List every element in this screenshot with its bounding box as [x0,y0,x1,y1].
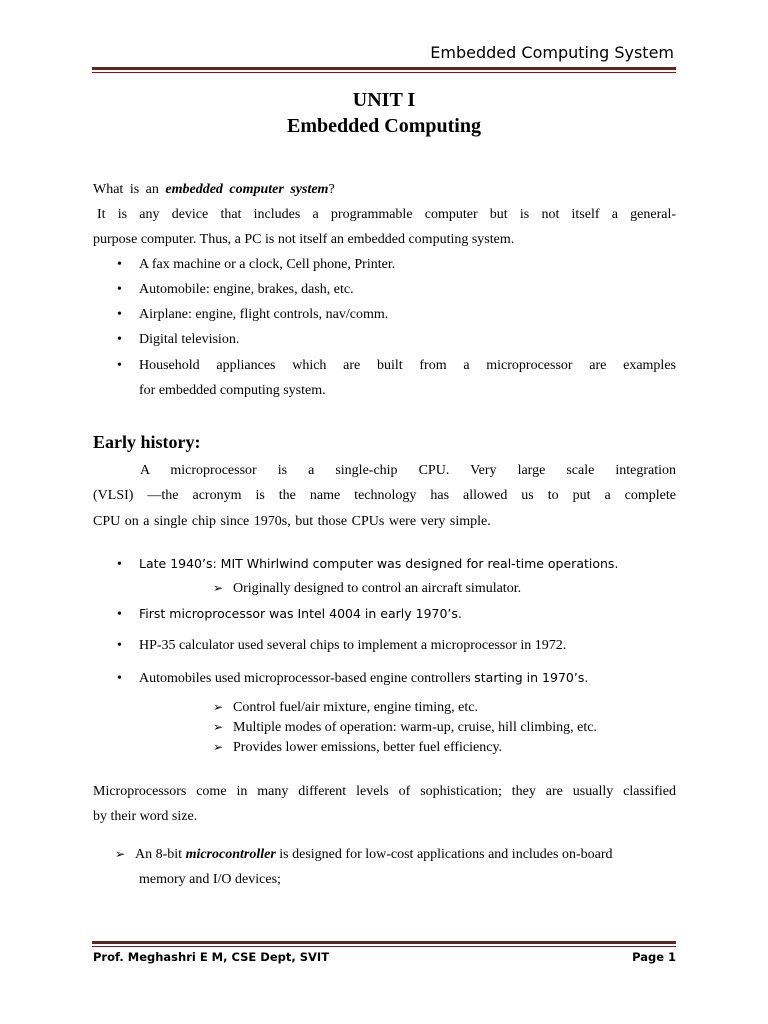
history-bullet-1: • Late 1940’s: MIT Whirlwind computer was designed for real-time operations. [117,556,619,572]
history-para-line-2: (VLSI) —the acronym is the name technology has allowed us to put a complete [93,488,676,503]
intro-bullet-3: • Airplane: engine, flight controls, nav/comm. [117,307,389,322]
history-bullet-2: • First microprocessor was Intel 4004 in early 1970’s. [117,606,462,622]
history-bullet-3: • HP-35 calculator used several chips to implement a microprocessor in 1972. [117,638,567,653]
history-para-line-3: CPU on a single chip since 1970s, but those CPUs were very simple. [93,514,491,529]
microcontroller-bullet: ➢ An 8-bit microcontroller is designed for low-cost applications and includes on-board [115,842,676,867]
arrow-icon: ➢ [213,740,224,754]
header-rule [92,67,676,73]
intro-bullet-5-marker: • [117,358,122,373]
history-para-line-1: A microprocessor is a single-chip CPU. Very large scale integration [140,463,676,478]
unit-title-block [0,87,768,139]
intro-question: What is an embedded computer system? [93,182,335,197]
microcontroller-emphasis: microcontroller [185,847,276,862]
unit-number: UNIT I [352,89,416,111]
history-bullet-4-sub-1: ➢ Control fuel/air mixture, engine timing, etc. [213,697,478,718]
arrow-icon: ➢ [213,700,224,714]
levels-line-1: Microprocessors come in many different levels of sophistication; they are usually classified [93,784,676,799]
arrow-icon: ➢ [213,720,224,734]
footer-author: Prof. Meghashri E M, CSE Dept, SVIT [93,950,330,964]
history-bullet-4-sub-2: ➢ Multiple modes of operation: warm-up, cruise, hill climbing, etc. [213,717,597,738]
arrow-icon: ➢ [213,581,224,595]
levels-line-2: by their word size. [93,809,198,824]
intro-line-2: purpose computer. Thus, a PC is not itself an embedded computing system. [93,232,515,247]
header-title: Embedded Computing System [430,43,674,62]
microcontroller-bullet-cont: memory and I/O devices; [139,872,281,887]
intro-bullet-1: • A fax machine or a clock, Cell phone, Printer. [117,257,396,272]
footer-rule [92,941,676,947]
intro-bullet-5: Household appliances which are built from a microprocessor are examples [139,358,676,373]
section-heading-early-history: Early history: [93,432,201,452]
unit-subject: Embedded Computing [287,115,481,137]
history-bullet-4: • Automobiles used microprocessor-based engine controllers starting in 1970’s. [117,670,589,686]
intro-line-1: It is any device that includes a programmable computer but is not itself a general- [97,207,676,222]
intro-question-emphasis: embedded computer system [165,182,329,197]
intro-bullet-4: • Digital television. [117,332,240,347]
history-bullet-1-sub: ➢ Originally designed to control an aircraft simulator. [213,578,521,599]
arrow-icon: ➢ [115,847,126,861]
history-bullet-4-sub-3: ➢ Provides lower emissions, better fuel efficiency. [213,737,502,758]
intro-bullet-5-cont: for embedded computing system. [139,383,326,398]
intro-bullet-2: • Automobile: engine, brakes, dash, etc. [117,282,354,297]
page-number: Page 1 [632,950,676,964]
